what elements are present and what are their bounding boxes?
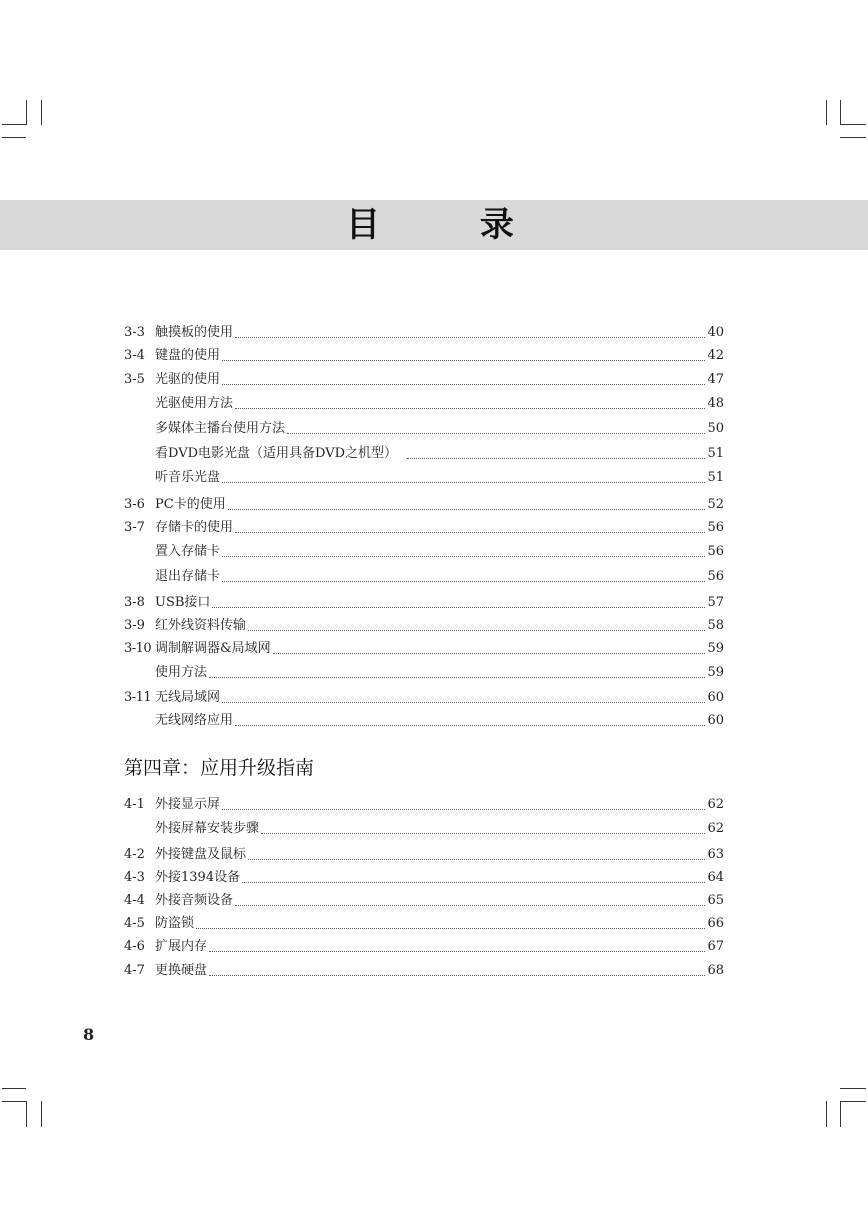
toc-entry[interactable] <box>124 344 724 364</box>
toc-entry-label: 听音乐光盘 <box>155 470 221 485</box>
toc-subentry[interactable] <box>124 540 724 560</box>
crop-mark <box>2 124 26 125</box>
toc-entry-label: 看DVD电影光盘（适用具备DVD之机型） <box>155 446 398 461</box>
toc-entry-page: 47 <box>707 372 724 387</box>
toc-entry-page: 51 <box>707 470 724 485</box>
toc-entry-label: PC卡的使用 <box>155 497 226 512</box>
toc-entry-label: 无线网络应用 <box>155 713 234 728</box>
crop-mark <box>840 124 866 125</box>
toc-entry-page: 59 <box>707 641 724 656</box>
chapter-title: 第四章：应用升级指南 <box>124 757 315 779</box>
toc-entry-number: 4-5 <box>124 916 145 931</box>
toc-entry[interactable] <box>124 889 724 909</box>
toc-entry-page: 58 <box>707 618 724 633</box>
toc-entry-page: 65 <box>707 893 724 908</box>
leader-dots <box>287 432 705 434</box>
toc-entry-page: 59 <box>707 665 724 680</box>
toc-entry-page: 50 <box>707 421 724 436</box>
toc-entry[interactable] <box>124 912 724 932</box>
toc-entry-label: 无线局域网 <box>155 690 221 705</box>
toc-entry[interactable] <box>124 959 724 979</box>
toc-entry-label: 光驱使用方法 <box>155 396 234 411</box>
leader-dots <box>222 383 705 385</box>
toc-entry-page: 52 <box>707 497 724 512</box>
toc-entry-page: 66 <box>707 916 724 931</box>
toc-entry-label: 触摸板的使用 <box>155 325 234 340</box>
toc-entry-page: 60 <box>707 690 724 705</box>
toc-entry-number: 3-11 <box>124 690 152 705</box>
toc-entry-number: 3-8 <box>124 595 145 610</box>
crop-mark <box>826 1101 827 1127</box>
toc-entry-page: 63 <box>707 847 724 862</box>
toc-entry-page: 57 <box>707 595 724 610</box>
toc-entry-number: 3-3 <box>124 325 145 340</box>
toc-entry[interactable] <box>124 368 724 388</box>
leader-dots <box>222 808 705 810</box>
toc-entry[interactable] <box>124 493 724 513</box>
toc-entry-number: 4-4 <box>124 893 145 908</box>
toc-entry[interactable] <box>124 686 724 706</box>
toc-entry[interactable] <box>124 793 724 813</box>
toc-entry[interactable] <box>124 637 724 657</box>
toc-subentry[interactable] <box>124 417 724 437</box>
toc-subentry[interactable] <box>124 709 724 729</box>
crop-mark <box>41 1101 42 1127</box>
toc-entry-label: 多媒体主播台使用方法 <box>155 421 286 436</box>
toc-subentry[interactable] <box>124 817 724 837</box>
toc-entry-page: 56 <box>707 569 724 584</box>
toc-entry-number: 3-9 <box>124 618 145 633</box>
leader-dots <box>209 974 705 976</box>
leader-dots <box>209 950 705 952</box>
toc-entry-label: 调制解调器&局域网 <box>155 641 271 656</box>
page-number: 8 <box>83 1025 95 1044</box>
toc-entry-number: 4-7 <box>124 963 145 978</box>
crop-mark <box>840 137 866 138</box>
toc-entry-label: 更换硬盘 <box>155 963 208 978</box>
toc-entry-page: 62 <box>707 821 724 836</box>
leader-dots <box>196 927 705 929</box>
leader-dots <box>248 629 705 631</box>
toc-entry-label: 防盗锁 <box>155 916 195 931</box>
toc-entry-page: 40 <box>707 325 724 340</box>
leader-dots <box>222 359 705 361</box>
toc-entry-number: 3-7 <box>124 520 145 535</box>
toc-entry-page: 60 <box>707 713 724 728</box>
toc-entry-number: 4-2 <box>124 847 145 862</box>
toc-subentry[interactable] <box>124 442 724 462</box>
toc-entry-label: 外接屏幕安装步骤 <box>155 821 260 836</box>
toc-entry-page: 56 <box>707 520 724 535</box>
leader-dots <box>242 881 705 883</box>
crop-mark <box>826 100 827 125</box>
leader-dots <box>235 531 705 533</box>
toc-entry-page: 67 <box>707 939 724 954</box>
toc-entry[interactable] <box>124 321 724 341</box>
toc-entry-number: 3-10 <box>124 641 152 656</box>
crop-mark <box>41 100 42 125</box>
toc-entry[interactable] <box>124 935 724 955</box>
toc-entry-page: 42 <box>707 348 724 363</box>
toc-entry-label: 使用方法 <box>155 665 208 680</box>
toc-entry-label: 外接1394设备 <box>155 870 241 885</box>
toc-entry-number: 4-6 <box>124 939 145 954</box>
toc-entry-number: 4-3 <box>124 870 145 885</box>
leader-dots <box>222 555 705 557</box>
leader-dots <box>228 508 706 510</box>
toc-entry-page: 48 <box>707 396 724 411</box>
leader-dots <box>235 904 705 906</box>
toc-entry-number: 3-6 <box>124 497 145 512</box>
toc-entry[interactable] <box>124 614 724 634</box>
crop-mark <box>2 1088 26 1089</box>
toc-entry-number: 4-1 <box>124 797 145 812</box>
crop-mark <box>840 100 841 125</box>
toc-entry-label: 红外线资料传输 <box>155 618 247 633</box>
toc-entry-page: 56 <box>707 544 724 559</box>
toc-entry[interactable] <box>124 866 724 886</box>
crop-mark <box>26 1101 27 1127</box>
toc-entry-label: 光驱的使用 <box>155 372 221 387</box>
toc-entry-label: 外接键盘及鼠标 <box>155 847 247 862</box>
toc-entry-page: 62 <box>707 797 724 812</box>
toc-subentry[interactable] <box>124 565 724 585</box>
crop-mark <box>840 1101 841 1127</box>
toc-subentry[interactable] <box>124 466 724 486</box>
leader-dots <box>235 336 705 338</box>
toc-entry[interactable] <box>124 591 724 611</box>
crop-mark <box>840 1088 866 1089</box>
page-title: 目 录 <box>346 205 558 245</box>
leader-dots <box>273 652 706 654</box>
toc-entry-page: 68 <box>707 963 724 978</box>
crop-mark <box>840 1101 866 1102</box>
leader-dots <box>222 580 705 582</box>
leader-dots <box>222 481 705 483</box>
toc-entry-label: 键盘的使用 <box>155 348 221 363</box>
leader-dots <box>248 858 705 860</box>
toc-entry-label: USB接口 <box>155 595 211 610</box>
toc-subentry[interactable] <box>124 392 724 412</box>
crop-mark <box>2 1101 26 1102</box>
leader-dots <box>407 457 705 459</box>
toc-entry-label: 置入存储卡 <box>155 544 221 559</box>
toc-entry[interactable] <box>124 516 724 536</box>
toc-subentry[interactable] <box>124 661 724 681</box>
toc-entry-number: 3-4 <box>124 348 145 363</box>
toc-entry-page: 51 <box>707 446 724 461</box>
leader-dots <box>261 832 705 834</box>
crop-mark <box>26 100 27 125</box>
leader-dots <box>235 724 705 726</box>
toc-entry-label: 存储卡的使用 <box>155 520 234 535</box>
crop-mark <box>2 137 26 138</box>
toc-entry-page: 64 <box>707 870 724 885</box>
toc-entry-number: 3-5 <box>124 372 145 387</box>
toc-entry-label: 外接显示屏 <box>155 797 221 812</box>
leader-dots <box>212 606 705 608</box>
leader-dots <box>209 676 705 678</box>
toc-entry-label: 外接音频设备 <box>155 893 234 908</box>
leader-dots <box>235 407 705 409</box>
toc-entry-label: 退出存储卡 <box>155 569 221 584</box>
toc-entry[interactable] <box>124 843 724 863</box>
leader-dots <box>222 701 705 703</box>
toc-entry-label: 扩展内存 <box>155 939 208 954</box>
